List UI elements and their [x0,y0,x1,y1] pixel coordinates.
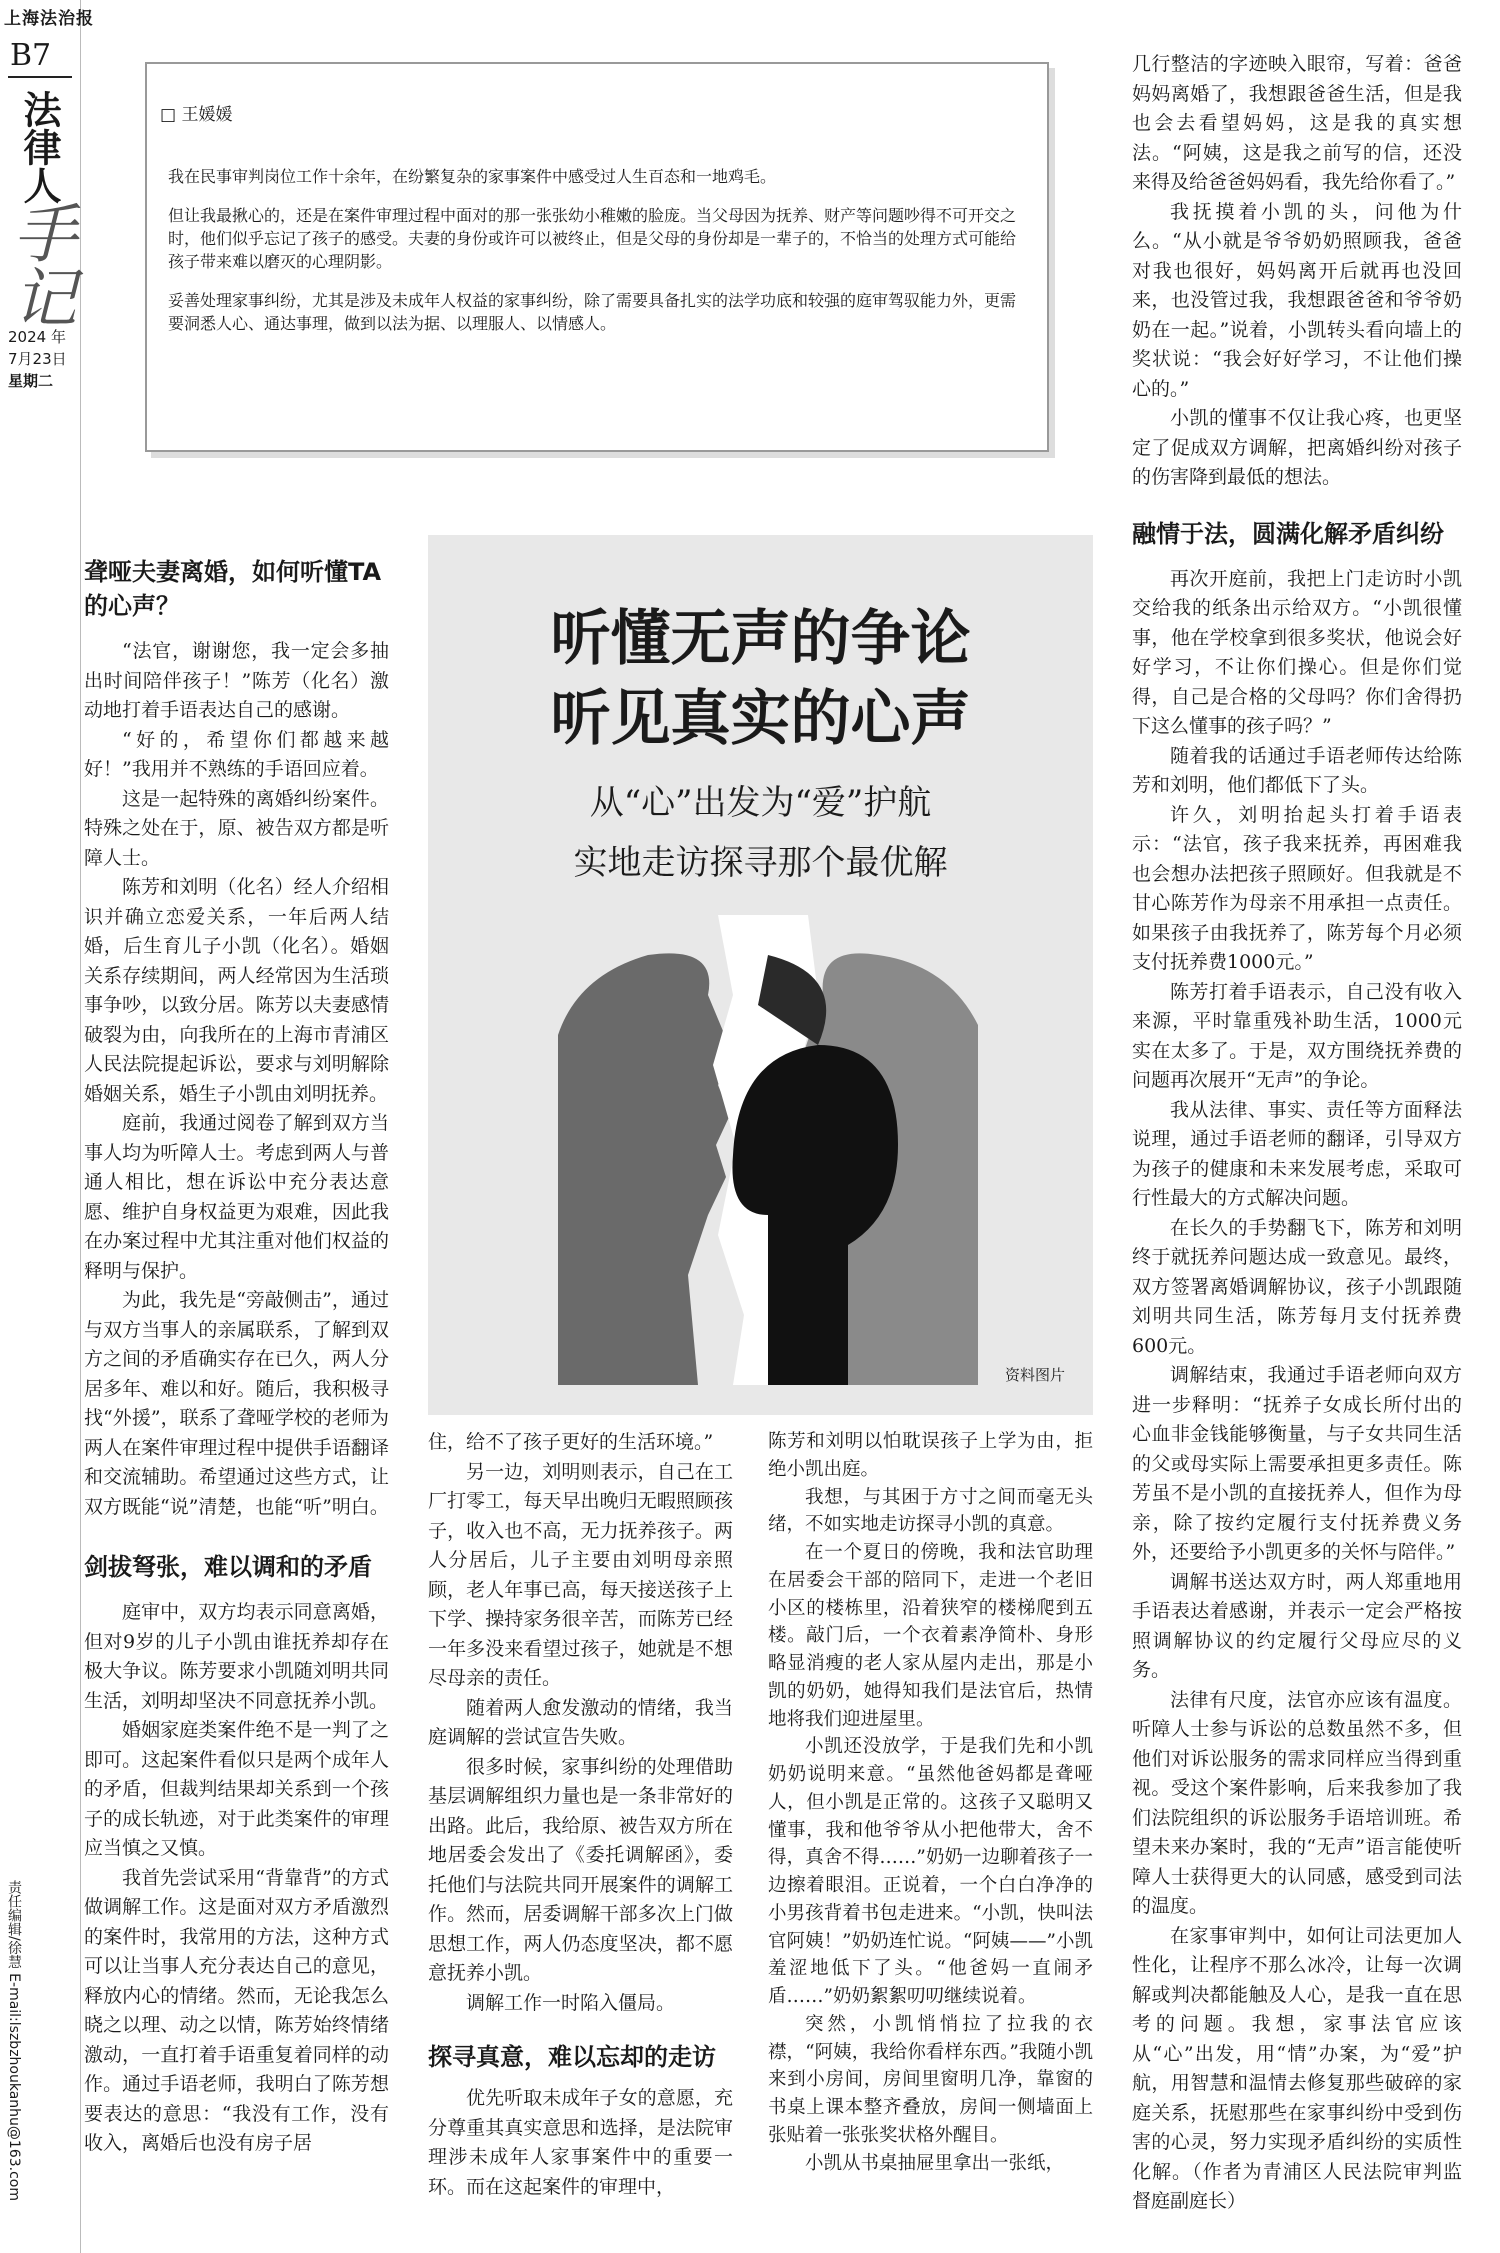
headline-line-2: 听见真实的心声 [550,684,971,754]
paragraph: 调解书送达双方时，两人郑重地用手语表达着感谢，并表示一定会严格按照调解协议的约定履行父母应尽的义务。 [1132,1570,1462,1681]
byline: □ 王媛媛 [160,105,233,125]
paragraph: 我想，与其困于方寸之间而毫无头绪，不如实地走访探寻小凯的真意。 [768,1486,1093,1536]
intro-paragraph: 我在民事审判岗位工作十余年，在纷繁复杂的家事案件中感受过人生百态和一地鸡毛。 [168,167,777,186]
paragraph: 婚姻家庭类案件绝不是一判了之即可。这起案件看似只是两个成年人的矛盾，但裁判结果却关系到一个孩子的成长轨迹，对于此类案件的审理应当慎之又慎。 [84,1719,389,1859]
paragraph: 在家事审判中，如何让司法更加人性化，让程序不那么冰冷，让每一次调解或判决都能触及人心，是我一直在思考的问题。我想，家事法官应该从“心”出发，用“情”办案，为“爱”护航，用智慧和温情去修复那些破碎的家庭关系，抚慰那些在家事纠纷中受到伤害的心灵，努力实现矛盾纠纷的实质性化解。（作者为青浦区人民法院审判监督庭副庭长） [1132,1924,1462,2212]
paragraph: 很多时候，家事纠纷的处理借助基层调解组织力量也是一条非常好的出路。此后，我给原、被告双方所在地居委会发出了《委托调解函》，委托他们与法院共同开展案件的调解工作。然而，居委调解干部多次上门做思想工作，两人仍态度坚决，都不愿意抚养小凯。 [428,1755,733,1984]
paragraph: 随着两人愈发激动的情绪，我当庭调解的尝试宣告失败。 [428,1696,733,1748]
headline-line-1: 听懂无声的争论 [550,604,971,674]
paragraph: 几行整洁的字迹映入眼帘，写着：爸爸妈妈离婚了，我想跟爸爸生活，但是我也会去看望妈妈，这是我的真实想法。“阿姨，这是我之前写的信，还没来得及给爸爸妈妈看，我先给你看了。” [1132,53,1462,193]
paragraph: 住，给不了孩子更好的生活环境。” [428,1431,714,1453]
section-heading: 探寻真意，难以忘却的走访 [428,2043,716,2071]
intro-text [168,148,1028,350]
rail-divider [8,76,72,78]
page-number: B7 [10,38,52,73]
editor-credit: 责任编辑/徐慧 E-mail:lszbzhoukanhu@163.com [6,1880,22,2201]
column-name-script: 手记 [2,200,76,328]
paragraph: 调解工作一时陷入僵局。 [466,1991,676,2014]
paragraph: 庭审中，双方均表示同意离婚，但对9岁的儿子小凯由谁抚养却存在极大争议。陈芳要求小凯随刘明共同生活，刘明却坚决不同意抚养小凯。 [84,1601,389,1712]
paragraph: 再次开庭前，我把上门走访时小凯交给我的纸条出示给双方。“小凯很懂事，他在学校拿到很多奖状，他说会好好学习，不让你们操心。但是你们觉得，自己是合格的父母吗？你们舍得扔下这么懂事的孩子吗？” [1132,567,1462,737]
subheadline-line-1: 从“心”出发为“爱”护航 [589,783,932,823]
paragraph: 陈芳打着手语表示，自己没有收入来源，平时靠重残补助生活，1000元实在太多了。于是，双方围绕抚养费的问题再次展开“无声”的争论。 [1132,980,1462,1091]
date-month-day: 7月23日 [8,350,67,368]
column-1 [84,555,389,2159]
paragraph: 我从法律、事实、责任等方面释法说理，通过手语老师的翻译，引导双方为孩子的健康和未来发展考虑，采取可行性最大的方式解决问题。 [1132,1098,1462,1209]
column-4 [1132,50,1462,2217]
issue-date [8,326,67,392]
paragraph: 我抚摸着小凯的头，问他为什么。“从小就是爷爷奶奶照顾我，爸爸对我也很好，妈妈离开后就再也没回来，也没管过我，我想跟爸爸和爷爷奶奶在一起。”说着，小凯转头看向墙上的奖状说：“我会好好学习，不让他们操心的。” [1132,200,1462,400]
paragraph: 优先听取未成年子女的意愿，充分尊重其真实意思和选择，是法院审理涉未成年人家事案件中的重要一环。而在这起案件的审理中， [428,2087,733,2198]
paragraph: 小凯从书桌抽屉里拿出一张纸， [805,2152,1065,2174]
paragraph: 我首先尝试采用“背靠背”的方式做调解工作。这是面对双方矛盾激烈的案件时，我常用的方法，这种方式可以让当事人充分表达自己的意见，释放内心的情绪。然而，无论我怎么晓之以理、动之以情，陈芳始终情绪激动，一直打着手语重复着同样的动作。通过手语老师，我明白了陈芳想要表达的意思：“我没有工作，没有收入，离婚后也没有房子居 [84,1866,389,2154]
paragraph: 这是一起特殊的离婚纠纷案件。特殊之处在于，原、被告双方都是听障人士。 [84,787,389,869]
paragraph: 在长久的手势翻飞下，陈芳和刘明终于就抚养问题达成一致意见。最终，双方签署离婚调解协议，孩子小凯跟随刘明共同生活，陈芳每月支付抚养费600元。 [1132,1216,1462,1357]
intro-paragraph: 但让我最揪心的，还是在案件审理过程中面对的那一张张幼小稚嫩的脸庞。当父母因为抚养、财产等问题吵得不可开交之时，他们似乎忘记了孩子的感受。夫妻的身份或许可以被终止，但是父母的身份却是一辈子的，不恰当的处理方式可能给孩子带来难以磨灭的心理阴影。 [168,206,1017,271]
paragraph: “法官，谢谢您，我一定会多抽出时间陪伴孩子！”陈芳（化名）激动地打着手语表达自己的感谢。 [84,640,389,721]
paragraph: 庭前，我通过阅卷了解到双方当事人均为听障人士。考虑到两人与普通人相比，想在诉讼中充分表达意愿、维护自身权益更为艰难，因此我在办案过程中尤其注重对他们权益的释明与保护。 [84,1112,389,1282]
silhouette-illustration [518,915,1018,1385]
paragraph: 小凯还没放学，于是我们先和小凯奶奶说明来意。“虽然他爸妈都是聋哑人，但小凯是正常的。这孩子又聪明又懂事，我和他爷爷从小把他带大，舍不得，真舍不得……”奶奶一边聊着孩子一边擦着眼泪。正说着，一个白白净净的小男孩背着书包走进来。“小凯，快叫法官阿姨！”奶奶连忙说。“阿姨——”小凯羞涩地低下了头。“他爸妈一直闹矛盾……”奶奶絮絮叨叨继续说着。 [768,1736,1093,2007]
column-2 [428,1428,733,2202]
hero-image-block [428,535,1093,1415]
section-heading: 聋哑夫妻离婚，如何听懂TA的心声？ [84,558,382,620]
paragraph: 小凯的懂事不仅让我心疼，也更坚定了促成双方调解，把离婚纠纷对孩子的伤害降到最低的想法。 [1132,407,1462,488]
paragraph: 法律有尺度，法官亦应该有温度。听障人士参与诉讼的总数虽然不多，但他们对诉讼服务的需求同样应当得到重视。受这个案件影响，后来我参加了我们法院组织的诉讼服务手语培训班。希望未来办案时，我的“无声”语言能使听障人士获得更大的认同感，感受到司法的温度。 [1132,1688,1462,1917]
photo-credit: 资料图片 [1004,1366,1065,1384]
section-heading: 融情于法，圆满化解矛盾纠纷 [1132,519,1444,548]
paragraph: 突然，小凯悄悄拉了拉我的衣襟，“阿姨，我给你看样东西。”我随小凯来到小房间，房间里窗明几净，靠窗的书桌上课本整齐叠放，房间一侧墙面上张贴着一张张奖状格外醒目。 [768,2013,1093,2146]
paragraph: 陈芳和刘明以怕耽误孩子上学为由，拒绝小凯出庭。 [768,1431,1093,1480]
section-heading: 剑拔弩张，难以调和的矛盾 [84,1553,372,1581]
paragraph: 为此，我先是“旁敲侧击”，通过与双方当事人的亲属联系，了解到双方之间的矛盾确实存在已久，两人分居多年、难以和好。随后，我积极寻找“外援”，联系了聋哑学校的老师为两人在案件审理过程中提供手语翻译和交流辅助。希望通过这些方式，让双方既能“说”清楚，也能“听”明白。 [84,1289,389,1518]
column-3 [768,1428,1093,2177]
paragraph: 调解结束，我通过手语老师向双方进一步释明：“抚养子女成长所付出的心血非金钱能够衡量，与子女共同生活的父或母实际上需要承担更多责任。陈芳虽不是小凯的直接抚养人，但作为母亲，除了按约定履行支付抚养费义务外，还要给予小凯更多的关怀与陪伴。” [1132,1364,1462,1563]
column-name: 法律人 [17,90,62,204]
date-year: 2024 年 [8,328,66,346]
intro-paragraph: 妥善处理家事纠纷，尤其是涉及未成年人权益的家事纠纷，除了需要具备扎实的法学功底和较强的庭审驾驭能力外，更需要洞悉人心、通达事理，做到以法为据、以理服人、以情感人。 [168,291,1017,333]
paragraph: 陈芳和刘明（化名）经人介绍相识并确立恋爱关系，一年后两人结婚，后生育儿子小凯（化名）。婚姻关系存续期间，两人经常因为生活琐事争吵，以致分居。陈芳以夫妻感情破裂为由，向我所在的上海市青浦区人民法院提起诉讼，要求与刘明解除婚姻关系，婚生子小凯由刘明抚养。 [84,876,389,1105]
paragraph: 许久，刘明抬起头打着手语表示：“法官，孩子我来抚养，再困难我也会想办法把孩子照顾好。但我就是不甘心陈芳作为母亲不用承担一点责任。如果孩子由我抚养了，陈芳每个月必须支付抚养费1000元。” [1132,803,1462,973]
subheadline-line-2: 实地走访探寻那个最优解 [573,843,948,883]
paragraph: 另一边，刘明则表示，自己在工厂打零工，每天早出晚归无暇照顾孩子，收入也不高，无力抚养孩子。两人分居后，儿子主要由刘明母亲照顾，老人年事已高，每天接送孩子上下学、操持家务很辛苦，而陈芳已经一年多没来看望过孩子，她就是不想尽母亲的责任。 [428,1460,733,1689]
paragraph: 在一个夏日的傍晚，我和法官助理在居委会干部的陪同下，走进一个老旧小区的楼栋里，沿着狭窄的楼梯爬到五楼。敲门后，一个衣着素净简朴、身形略显消瘦的老人家从屋内走出，那是小凯的奶奶，她得知我们是法官后，热情地将我们迎进屋里。 [768,1542,1093,1730]
paragraph: 随着我的话通过手语老师传达给陈芳和刘明，他们都低下了头。 [1132,744,1462,796]
masthead: 上海法治报 [4,9,94,29]
date-weekday: 星期二 [8,372,54,390]
paragraph: “好的，希望你们都越来越好！”我用并不熟练的手语回应着。 [84,728,389,780]
